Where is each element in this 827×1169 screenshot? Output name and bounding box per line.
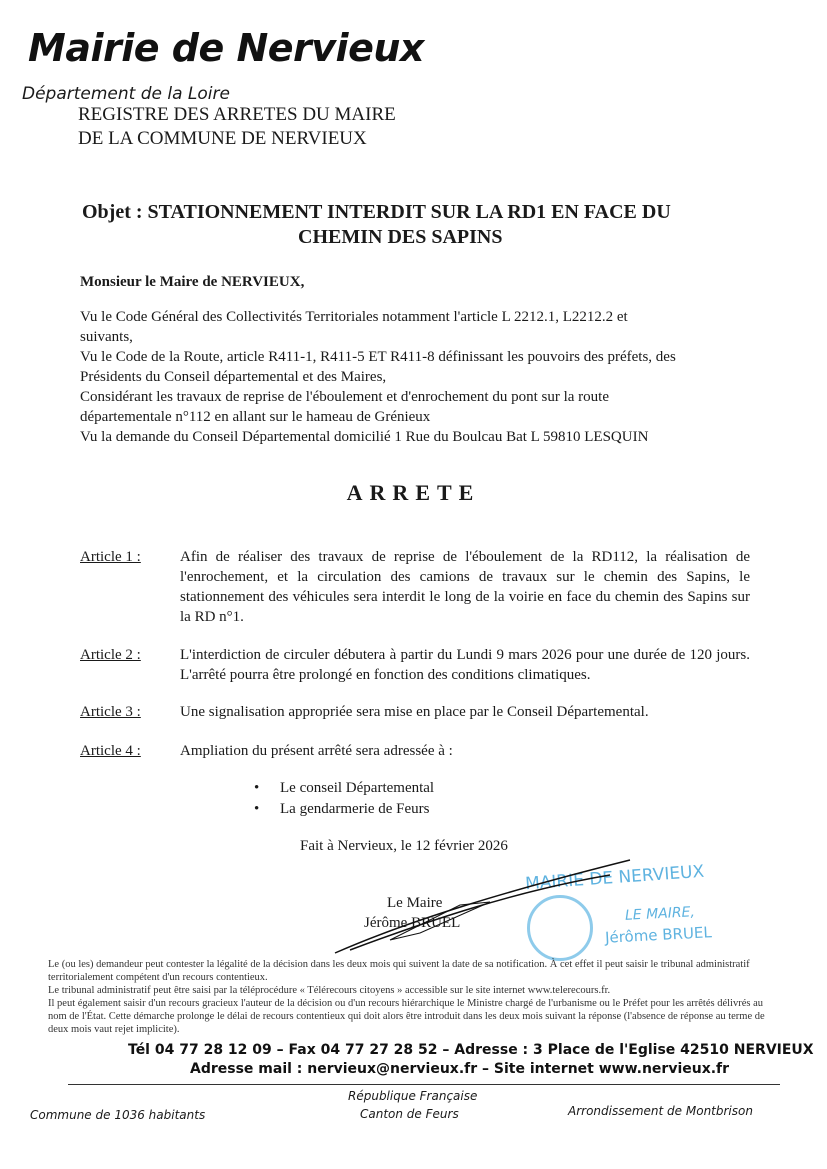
register-title-2: DE LA COMMUNE DE NERVIEUX [78,128,367,149]
object-line-2: CHEMIN DES SAPINS [298,226,503,248]
footer-divider [68,1084,780,1085]
article-1-text: Afin de réaliser des travaux de reprise de l'éboulement de la RD112, la réalisation de l'enrochement, et la circulation des camions de travaux sur le chemin des Sapins, le stationnement des véhicules sera interdit le long de la voirie en face du chemin des Sapins sur la RD n°1. [180,549,750,625]
preamble-line: Présidents du Conseil départemental et des Maires, [80,369,387,385]
footer-population: Commune de 1036 habitants [30,1108,206,1122]
footer-canton: Canton de Feurs [360,1107,459,1121]
preamble-line: Vu la demande du Conseil Départemental domicilié 1 Rue du Boulcau Bat L 59810 LESQUIN [80,429,649,445]
recipient-item [258,801,430,818]
recipient-item [258,780,434,797]
preamble-line: Vu le Code de la Route, article R411-1, R411-5 ET R411-8 définissant les pouvoirs des préfets, des [80,349,676,365]
legal-paragraph: Il peut également saisir d'un recours gracieux l'auteur de la décision ou d'un recours hiérarchique le Ministre chargé de l'urbanisme ou le Préfet pour les arrêtés délivrés au nom de l'État. Cette démarche prolonge le délai de recours contentieux qui doit alors être introduit dans les deux mois suivant la réponse (l'absence de réponse au terme de deux mois vaut rejet implicite). [48,998,765,1035]
recipient-text: La gendarmerie de Feurs [280,801,430,817]
article-1-label: Article 1 : [80,549,141,565]
preamble-line: suivants, [80,329,133,345]
register-title-1: REGISTRE DES ARRETES DU MAIRE [78,104,396,125]
preamble-line: départementale n°112 en allant sur le hameau de Grénieux [80,409,431,425]
mairie-logo: Mairie de Nervieux [28,26,424,70]
contact-phone-address: Tél 04 77 28 12 09 – Fax 04 77 27 28 52 – Adresse : 3 Place de l'Eglise 42510 NERVIEUX [128,1042,814,1058]
object-line-1: Objet : STATIONNEMENT INTERDIT SUR LA RD1 EN FACE DU [82,201,671,223]
article-2-text: L'interdiction de circuler débutera à partir du Lundi 9 mars 2026 pour une durée de 120 jours. L'arrêté pourra être prolongé en fonction des conditions climatiques. [180,647,750,683]
salutation: Monsieur le Maire de NERVIEUX, [80,274,305,290]
signatory-name: Jérôme BRUEL [364,915,461,931]
department-label: Département de la Loire [22,84,230,104]
article-3-label: Article 3 : [80,704,141,720]
signatory-role: Le Maire [387,895,443,911]
place-date: Fait à Nervieux, le 12 février 2026 [300,838,508,854]
recipient-text: Le conseil Départemental [280,780,435,796]
contact-email-website: Adresse mail : nervieux@nervieux.fr – Site internet www.nervieux.fr [190,1061,730,1077]
article-3-text: Une signalisation appropriée sera mise en place par le Conseil Départemental. [180,704,649,720]
stamp-role: LE MAIRE, [624,904,696,924]
footer-arrondissement: Arrondissement de Montbrison [568,1104,753,1118]
stamp-name: Jérôme BRUEL [604,923,713,947]
legal-paragraph: Le (ou les) demandeur peut contester la légalité de la décision dans les deux mois qui suivent la date de sa notification. À cet effet il peut saisir le tribunal administratif territorialement compétent d'un recours contentieux. [48,959,750,983]
article-4-label: Article 4 : [80,743,141,759]
stamp-header: MAIRIE DE NERVIEUX [524,861,705,895]
handwritten-signature [330,855,640,955]
article-4-text: Ampliation du présent arrêté sera adressée à : [180,743,453,759]
legal-notice [48,958,783,1036]
preamble-line: Vu le Code Général des Collectivités Territoriales notamment l'article L 2212.1, L2212.2 et [80,309,628,325]
article-2-label: Article 2 : [80,647,141,663]
legal-paragraph: Le tribunal administratif peut être saisi par la téléprocédure « Télérecours citoyens » accessible sur le site internet www.telerecours.fr. [48,985,611,996]
decree-title: ARRETE [346,480,481,505]
footer-republic: République Française [348,1089,478,1103]
preamble-line: Considérant les travaux de reprise de l'éboulement et d'enrochement du pont sur la route [80,389,609,405]
